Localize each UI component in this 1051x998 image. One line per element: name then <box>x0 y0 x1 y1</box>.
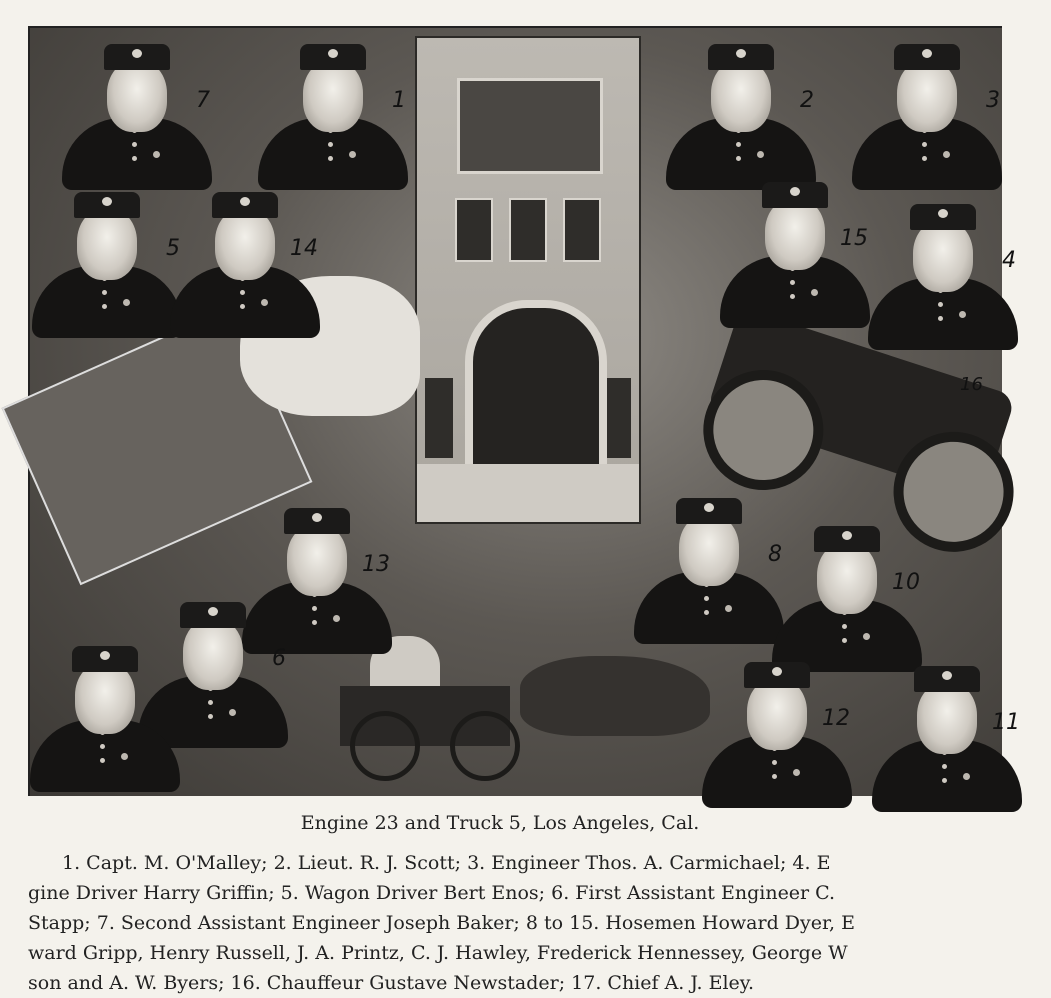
portrait <box>62 30 212 190</box>
upper-window <box>509 198 547 262</box>
portrait <box>258 30 408 190</box>
engine-wheel <box>350 711 420 781</box>
portrait <box>720 168 870 328</box>
bay-window <box>457 78 603 174</box>
portrait-number: 4 <box>1002 248 1016 273</box>
portrait <box>702 648 852 808</box>
portrait-number: 12 <box>822 706 850 731</box>
upper-window <box>455 198 493 262</box>
caption-line: gine Driver Harry Griffin; 5. Wagon Driver Bert Enos; 6. First Assistant Engineer C. <box>28 882 836 904</box>
caption-line: son and A. W. Byers; 16. Chauffeur Gustave Newstader; 17. Chief A. J. Eley. <box>28 972 755 994</box>
portrait <box>30 632 180 792</box>
arched-doorway <box>465 300 607 476</box>
caption-line: Stapp; 7. Second Assistant Engineer Joseph Baker; 8 to 15. Hosemen Howard Dyer, E <box>28 912 855 934</box>
engine-wheel <box>450 711 520 781</box>
portrait-number: 1 <box>392 88 406 113</box>
portrait-number: 13 <box>362 552 390 577</box>
portrait-number: 15 <box>840 226 868 251</box>
portrait <box>666 30 816 190</box>
portrait-number: 3 <box>986 88 1000 113</box>
caption-line: 1. Capt. M. O'Malley; 2. Lieut. R. J. Scott; 3. Engineer Thos. A. Carmichael; 4. E <box>62 852 831 874</box>
fire-station-building <box>415 36 641 524</box>
dark-horses <box>520 656 710 736</box>
collage-photograph <box>28 26 1020 796</box>
side-window <box>425 378 453 458</box>
portrait-number: 10 <box>892 570 920 595</box>
car-number: 16 <box>960 374 983 395</box>
caption-title: Engine 23 and Truck 5, Los Angeles, Cal. <box>300 812 700 834</box>
portrait-number: 2 <box>800 88 814 113</box>
portrait <box>852 30 1002 190</box>
sidewalk <box>417 464 639 522</box>
caption-body <box>28 848 1028 998</box>
portrait-number: 5 <box>166 236 180 261</box>
portrait-number: 7 <box>196 88 210 113</box>
caption-line: ward Gripp, Henry Russell, J. A. Printz, C. J. Hawley, Frederick Hennessey, George W <box>28 942 848 964</box>
portrait-number: 14 <box>290 236 318 261</box>
portrait <box>868 190 1018 350</box>
portrait-number: 6 <box>272 646 286 671</box>
upper-window <box>563 198 601 262</box>
portrait <box>32 178 182 338</box>
portrait <box>634 484 784 644</box>
side-window <box>603 378 631 458</box>
portrait-number: 8 <box>768 542 782 567</box>
portrait-number: 11 <box>992 710 1020 735</box>
portrait <box>872 652 1022 812</box>
portrait <box>170 178 320 338</box>
